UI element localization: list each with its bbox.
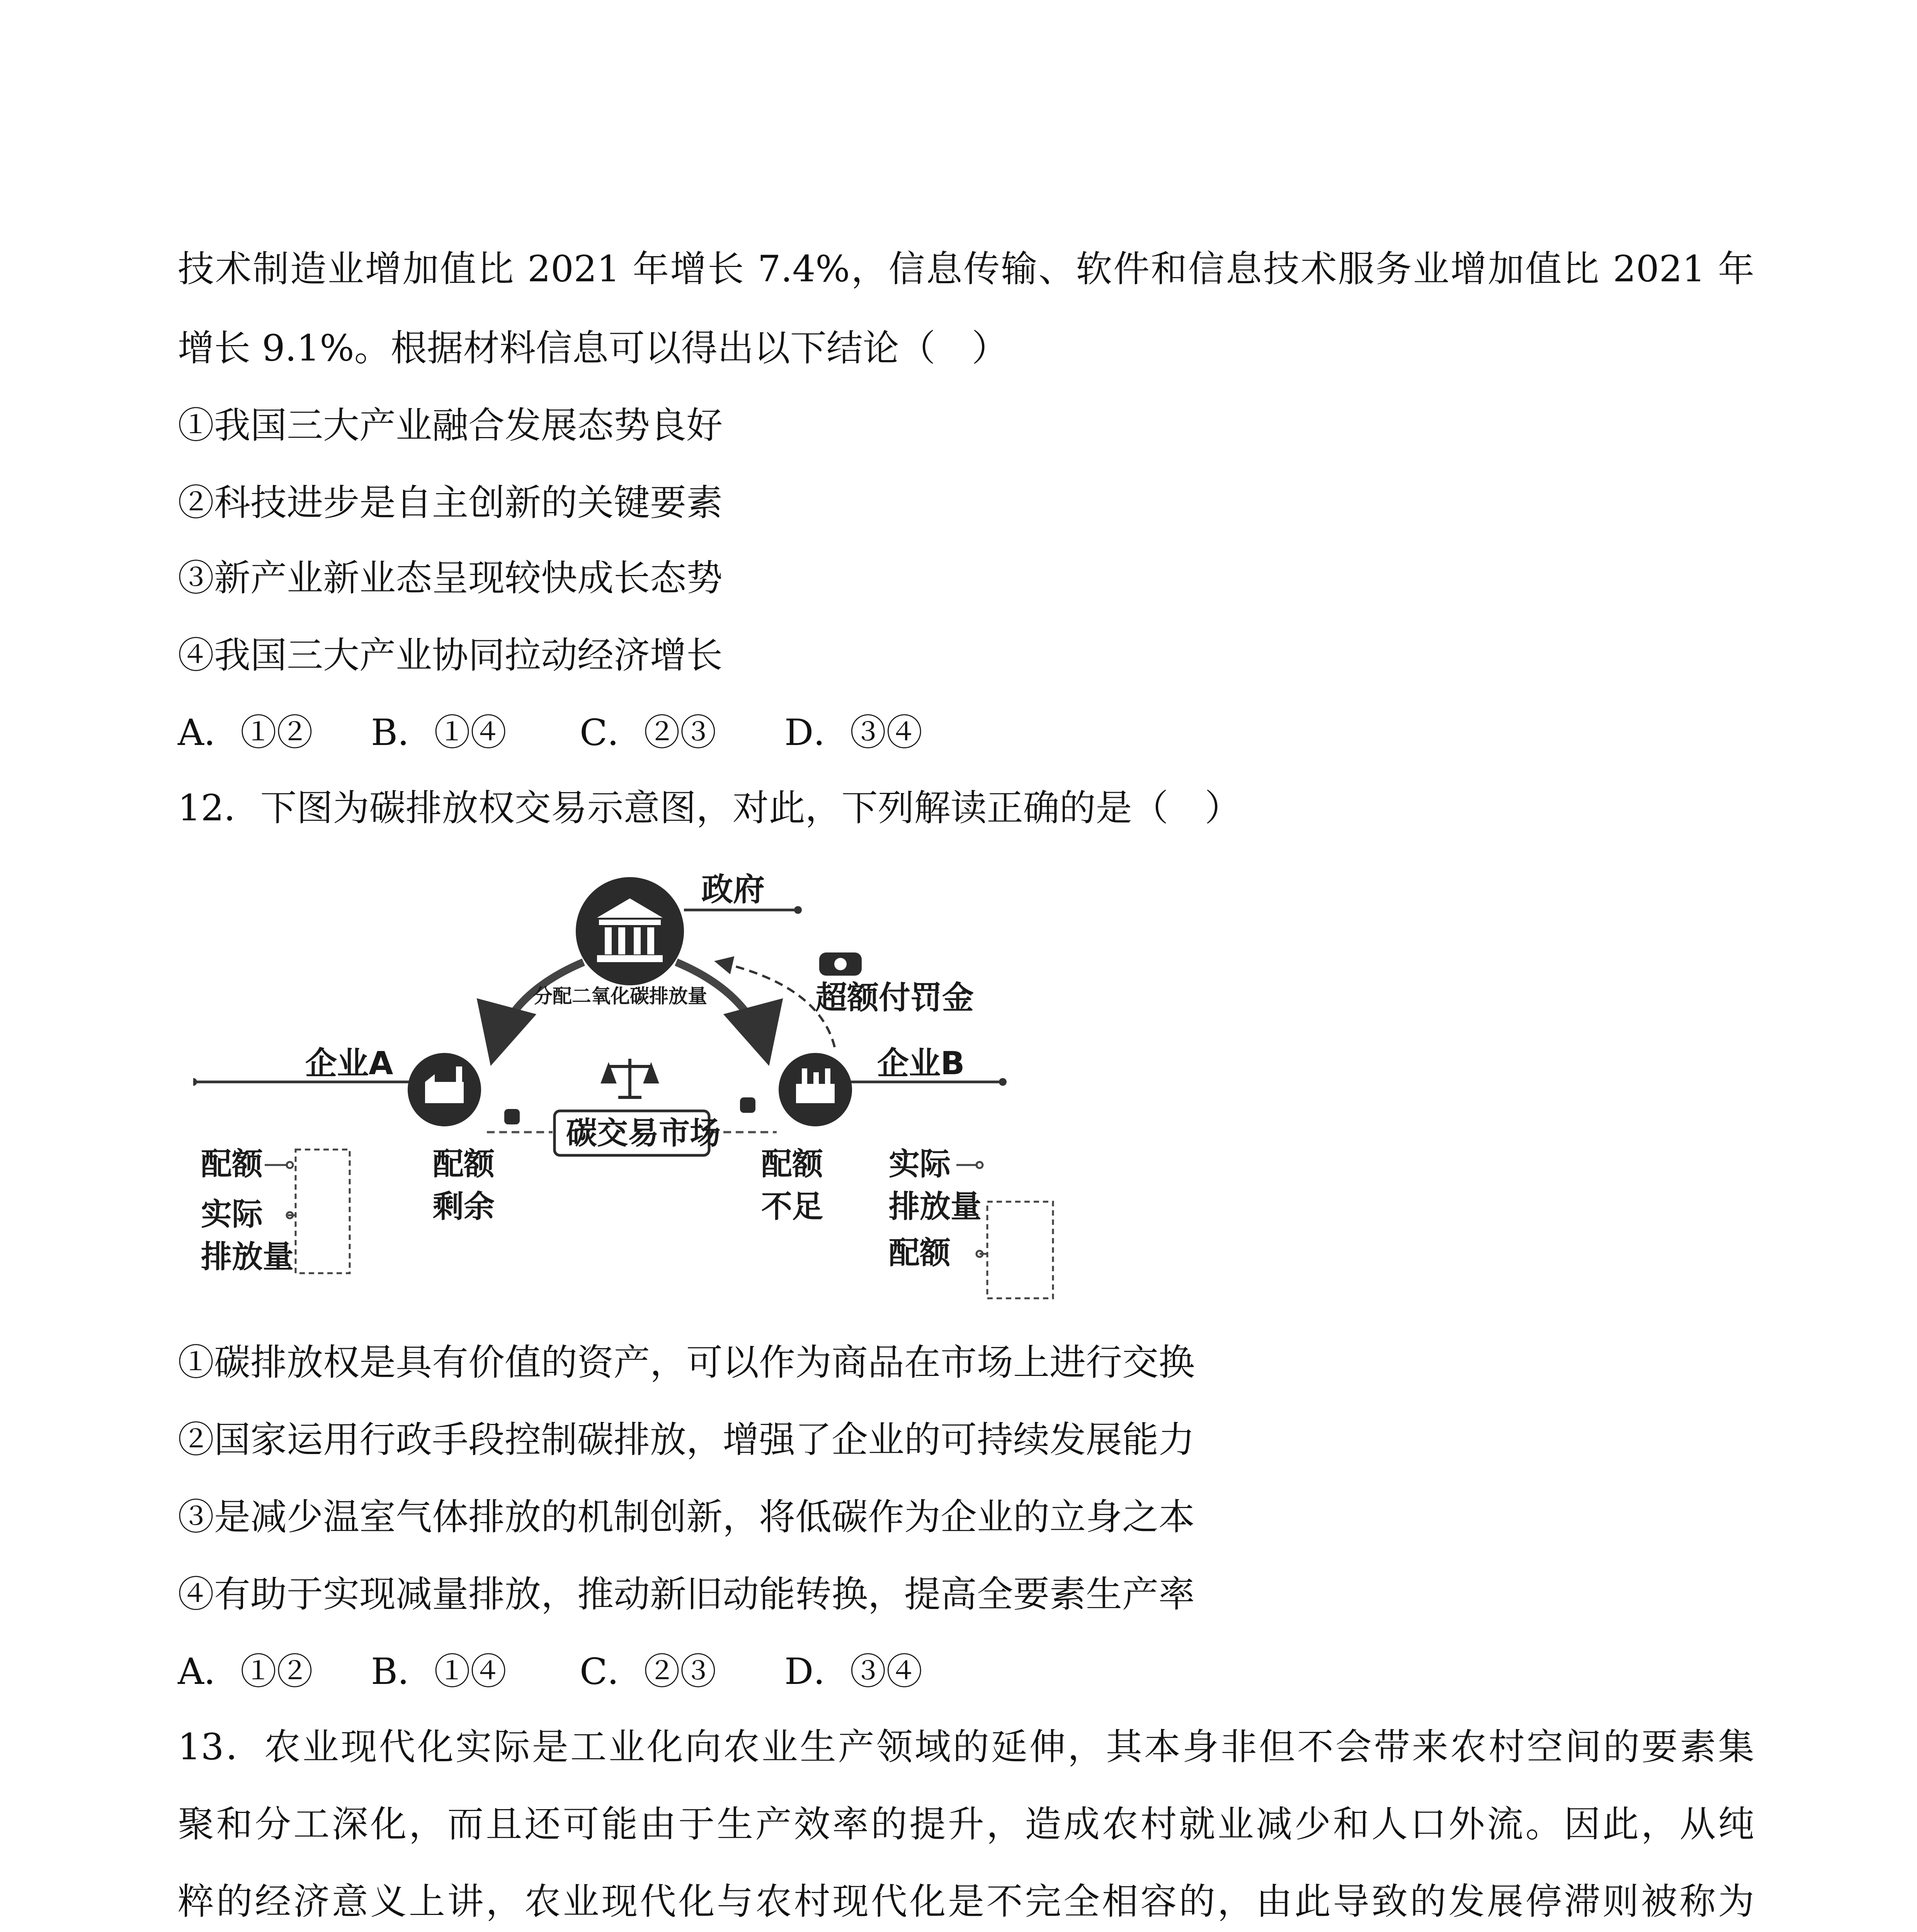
government-label: 政府	[701, 871, 765, 908]
money-icon	[819, 952, 862, 976]
a-legend-actual-line2: 排放量	[201, 1239, 294, 1275]
q12-statement-3: ③是减少温室气体排放的机制创新，将低碳作为企业的立身之本	[178, 1496, 1195, 1538]
b-status-insufficient: 不足	[761, 1189, 823, 1225]
q12-option-c: C．②③	[580, 1651, 716, 1693]
q12-option-d: D．③④	[784, 1651, 923, 1693]
b-legend-actual-line1: 实际	[889, 1146, 951, 1182]
q12-statement-1: ①碳排放权是具有价值的资产，可以作为商品在市场上进行交换	[178, 1342, 1195, 1384]
enterprise-b-node	[779, 1053, 852, 1126]
q12-statement-4: ④有助于实现减量排放，推动新旧动能转换，提高全要素生产率	[178, 1573, 1195, 1616]
b-legend-bracket	[956, 1162, 1053, 1298]
government-node	[576, 877, 684, 985]
q11-option-a: A．①②	[178, 712, 313, 754]
enterprise-b-connector-end	[999, 1078, 1007, 1086]
q12-option-a: A．①②	[178, 1651, 313, 1693]
allocate-label: 分配二氧化碳排放量	[533, 985, 707, 1007]
factory-icon	[796, 1068, 835, 1103]
q11-option-b: B．①④	[371, 712, 507, 754]
b-legend-actual-line2: 排放量	[889, 1189, 981, 1225]
q13-text-line-1: 13．农业现代化实际是工业化向农业生产领域的延伸，其本身非但不会带来农村空间的要素集	[178, 1726, 1754, 1768]
a-status-surplus: 剩余	[433, 1189, 495, 1225]
enterprise-a-label: 企业A	[305, 1045, 393, 1082]
b-legend-quota: 配额	[889, 1235, 951, 1271]
enterprise-a-connector-end	[193, 1078, 197, 1086]
q12-option-b: B．①④	[371, 1651, 507, 1693]
q12-stem: 12．下图为碳排放权交易示意图，对此，下列解读正确的是（ ）	[178, 787, 1241, 829]
a-legend-actual-line1: 实际	[201, 1196, 263, 1232]
q11-option-d: D．③④	[784, 712, 923, 754]
market-label: 碳交易市场	[566, 1115, 721, 1151]
q13-text-line-3: 粹的经济意义上讲，农业现代化与农村现代化是不完全相容的，由此导致的发展停滞则被称为	[178, 1881, 1754, 1923]
a-legend-quota: 配额	[201, 1146, 263, 1182]
q11-text-line-2: 增长 9.1%。根据材料信息可以得出以下结论（ ）	[178, 327, 1008, 369]
carbon-trading-diagram	[193, 866, 1082, 1310]
q11-statement-3: ③新产业新业态呈现较快成长态势	[178, 557, 723, 599]
q11-text-line-1: 技术制造业增加值比 2021 年增长 7.4%，信息传输、软件和信息技术服务业增加值比 2021 年	[178, 248, 1754, 290]
q11-option-c: C．②③	[580, 712, 716, 754]
q11-statement-4: ④我国三大产业协同拉动经济增长	[178, 634, 723, 677]
q11-statement-1: ①我国三大产业融合发展态势良好	[178, 405, 723, 447]
q11-statement-2: ②科技进步是自主创新的关键要素	[178, 482, 723, 524]
scale-icon	[603, 1059, 657, 1097]
government-connector-end	[794, 906, 802, 914]
enterprise-b-label: 企业B	[877, 1045, 965, 1082]
q13-text-line-2: 聚和分工深化，而且还可能由于生产效率的提升，造成农村就业减少和人口外流。因此，从纯	[178, 1803, 1754, 1845]
q12-statement-2: ②国家运用行政手段控制碳排放，增强了企业的可持续发展能力	[178, 1419, 1195, 1461]
penalty-label: 超额付罚金	[815, 980, 974, 1016]
a-status-quota: 配额	[433, 1146, 495, 1182]
enterprise-a-node	[408, 1053, 481, 1126]
b-status-quota: 配额	[761, 1146, 823, 1182]
